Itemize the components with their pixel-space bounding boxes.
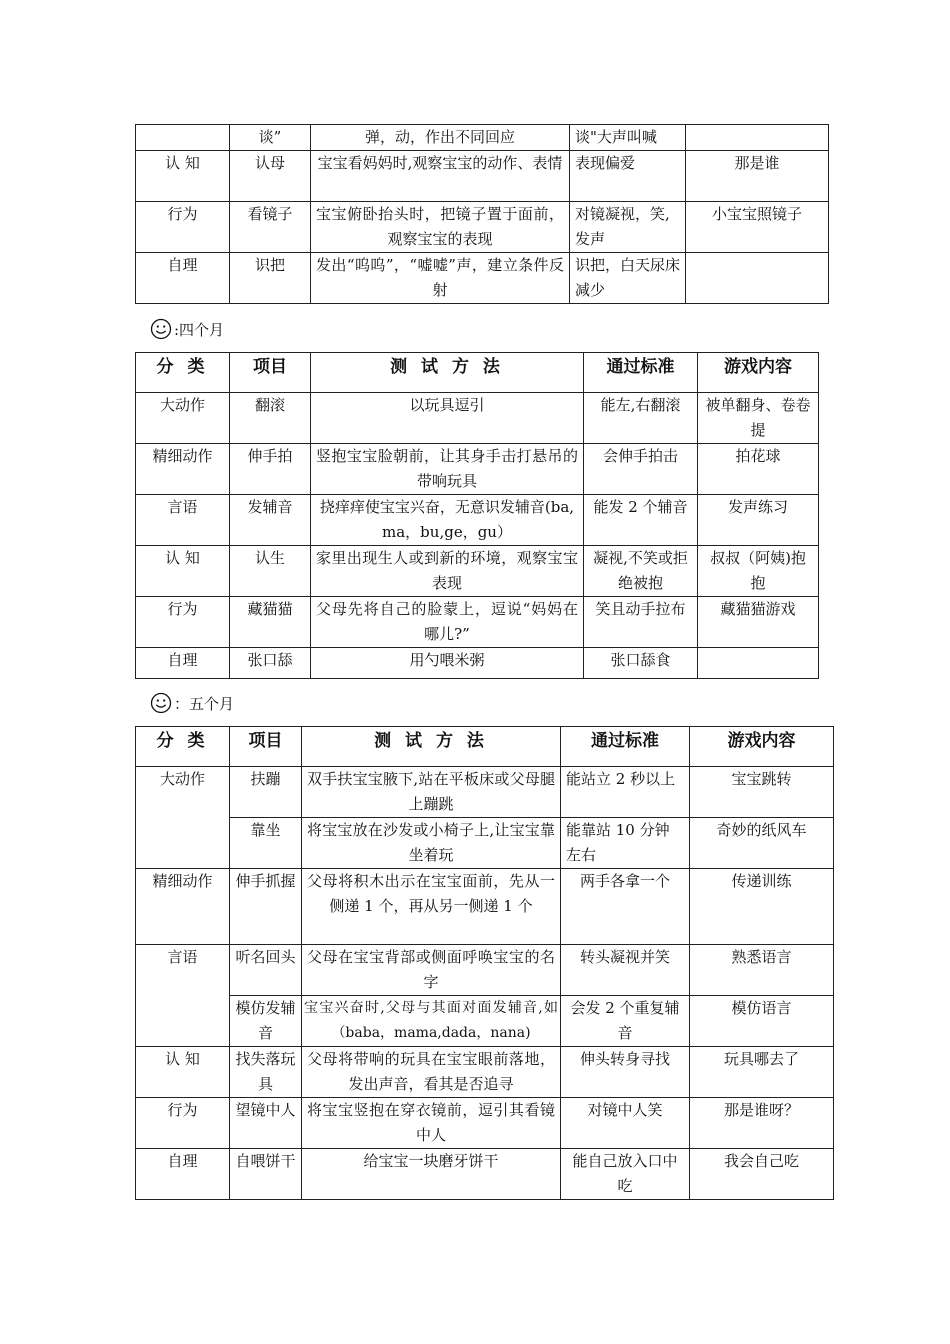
- section-heading-four-months: [150, 318, 224, 340]
- cell-item: 模仿发辅音: [230, 996, 302, 1047]
- cell-item: 自喂饼干: [230, 1149, 302, 1200]
- cell-item: 靠坐: [230, 818, 302, 869]
- table-row: [136, 1098, 834, 1149]
- section-title: ：五个月: [174, 694, 235, 713]
- table-row: [136, 945, 834, 996]
- cell-standard: 能自己放入口中吃: [561, 1149, 690, 1200]
- cell-item: 张口舔: [230, 648, 311, 679]
- cell-method: 宝宝兴奋时,父母与其面对面发辅音,如（baba，mama,dada，nana): [302, 996, 561, 1047]
- cell-standard: 表现偏爱: [570, 151, 686, 202]
- table-row: [136, 648, 819, 679]
- table-header-row: [136, 727, 834, 767]
- cell-standard: 能发 2 个辅音: [584, 495, 698, 546]
- cell-game: 熟悉语言: [690, 945, 834, 996]
- table-row: [136, 202, 829, 253]
- cell-game: 我会自己吃: [690, 1149, 834, 1200]
- table-four-months: [135, 352, 819, 679]
- cell-game: 发声练习: [698, 495, 819, 546]
- cell-standard: 对镜中人笑: [561, 1098, 690, 1149]
- cell-item: 发辅音: [230, 495, 311, 546]
- cell-item: 谈”: [230, 125, 311, 151]
- cell-category: 认 知: [136, 1047, 230, 1098]
- cell-item: 望镜中人: [230, 1098, 302, 1149]
- cell-standard: 能站立 2 秒以上: [561, 767, 690, 818]
- cell-game: 宝宝跳转: [690, 767, 834, 818]
- cell-method: 父母将积木出示在宝宝面前，先从一侧递 1 个，再从另一侧递 1 个: [302, 869, 561, 945]
- cell-standard: 凝视,不笑或拒绝被抱: [584, 546, 698, 597]
- cell-game: 小宝宝照镜子: [686, 202, 829, 253]
- cell-game: [686, 253, 829, 304]
- cell-game: [698, 648, 819, 679]
- cell-method: 挠痒痒使宝宝兴奋，无意识发辅音(ba,ma，bu,ge，gu）: [311, 495, 584, 546]
- cell-game: 叔叔（阿姨)抱抱: [698, 546, 819, 597]
- header-category: 分 类: [136, 727, 230, 767]
- cell-method: 发出“呜呜”，“嘘嘘”声，建立条件反射: [311, 253, 570, 304]
- cell-category: 行为: [136, 202, 230, 253]
- cell-game: 玩具哪去了: [690, 1047, 834, 1098]
- table-row: [136, 996, 834, 1047]
- cell-category: 认 知: [136, 151, 230, 202]
- table-header-row: [136, 353, 819, 393]
- cell-standard: 会伸手拍击: [584, 444, 698, 495]
- cell-game: 被单翻身、卷卷提: [698, 393, 819, 444]
- cell-method: 双手扶宝宝腋下,站在平板床或父母腿上蹦跳: [302, 767, 561, 818]
- table-three-months-continued: [135, 124, 829, 304]
- header-game: 游戏内容: [698, 353, 819, 393]
- header-method: 测 试 方 法: [311, 353, 584, 393]
- cell-category: 行为: [136, 1098, 230, 1149]
- cell-category: 精细动作: [136, 869, 230, 945]
- cell-game: 那是谁: [686, 151, 829, 202]
- cell-method: 将宝宝放在沙发或小椅子上,让宝宝靠坐着玩: [302, 818, 561, 869]
- cell-item: 翻滚: [230, 393, 311, 444]
- cell-standard: 会发 2 个重复辅音: [561, 996, 690, 1047]
- cell-standard: 笑且动手拉布: [584, 597, 698, 648]
- cell-game: [686, 125, 829, 151]
- cell-item: 找失落玩具: [230, 1047, 302, 1098]
- section-title: :四个月: [174, 320, 225, 339]
- cell-category: 精细动作: [136, 444, 230, 495]
- cell-method: 父母先将自己的脸蒙上，逗说“妈妈在哪儿?”: [311, 597, 584, 648]
- table-row: [136, 1047, 834, 1098]
- table-row: [136, 151, 829, 202]
- table-row: [136, 393, 819, 444]
- cell-category: 言语: [136, 945, 230, 1047]
- cell-item: 扶蹦: [230, 767, 302, 818]
- header-item: 项目: [230, 727, 302, 767]
- cell-standard: 两手各拿一个: [561, 869, 690, 945]
- cell-category: 大动作: [136, 393, 230, 444]
- cell-standard: 对镜凝视，笑,发声: [570, 202, 686, 253]
- table-row: [136, 444, 819, 495]
- cell-game: 那是谁呀？: [690, 1098, 834, 1149]
- header-method: 测 试 方 法: [302, 727, 561, 767]
- cell-game: 拍花球: [698, 444, 819, 495]
- cell-standard: 识把，白天尿床减少: [570, 253, 686, 304]
- table-row: [136, 253, 829, 304]
- cell-item: 认生: [230, 546, 311, 597]
- cell-category: 自理: [136, 253, 230, 304]
- section-heading-five-months: [150, 692, 234, 714]
- smiley-icon: [150, 318, 172, 340]
- table-row: [136, 125, 829, 151]
- header-category: 分 类: [136, 353, 230, 393]
- header-standard: 通过标准: [561, 727, 690, 767]
- cell-standard: 转头凝视并笑: [561, 945, 690, 996]
- cell-category: 认 知: [136, 546, 230, 597]
- cell-method: 以玩具逗引: [311, 393, 584, 444]
- table-row: [136, 818, 834, 869]
- cell-game: 传递训练: [690, 869, 834, 945]
- cell-method: 竖抱宝宝脸朝前，让其身手击打悬吊的带响玩具: [311, 444, 584, 495]
- smiley-icon: [150, 692, 172, 714]
- cell-category: 行为: [136, 597, 230, 648]
- cell-item: 识把: [230, 253, 311, 304]
- cell-standard: 张口舔食: [584, 648, 698, 679]
- cell-item: 伸手拍: [230, 444, 311, 495]
- cell-standard: 能左,右翻滚: [584, 393, 698, 444]
- cell-method: 弹，动，作出不同回应: [311, 125, 570, 151]
- cell-standard: 能靠站 10 分钟左右: [561, 818, 690, 869]
- cell-item: 听名回头: [230, 945, 302, 996]
- cell-item: 藏猫猫: [230, 597, 311, 648]
- cell-standard: 伸头转身寻找: [561, 1047, 690, 1098]
- table-row: [136, 767, 834, 818]
- cell-item: 伸手抓握: [230, 869, 302, 945]
- cell-game: 模仿语言: [690, 996, 834, 1047]
- cell-method: 父母将带响的玩具在宝宝眼前落地，发出声音，看其是否追寻: [302, 1047, 561, 1098]
- header-standard: 通过标准: [584, 353, 698, 393]
- cell-method: 宝宝俯卧抬头时，把镜子置于面前，观察宝宝的表现: [311, 202, 570, 253]
- cell-standard: 谈"大声叫喊: [570, 125, 686, 151]
- cell-game: 藏猫猫游戏: [698, 597, 819, 648]
- cell-method: 宝宝看妈妈时,观察宝宝的动作、表情: [311, 151, 570, 202]
- cell-method: 家里出现生人或到新的环境，观察宝宝表现: [311, 546, 584, 597]
- header-item: 项目: [230, 353, 311, 393]
- table-row: [136, 597, 819, 648]
- header-game: 游戏内容: [690, 727, 834, 767]
- cell-category: [136, 125, 230, 151]
- cell-method: 用勺喂米粥: [311, 648, 584, 679]
- cell-category: 言语: [136, 495, 230, 546]
- cell-item: 认母: [230, 151, 311, 202]
- table-row: [136, 495, 819, 546]
- cell-category: 自理: [136, 1149, 230, 1200]
- table-row: [136, 546, 819, 597]
- cell-game: 奇妙的纸风车: [690, 818, 834, 869]
- table-five-months: [135, 726, 834, 1200]
- cell-item: 看镜子: [230, 202, 311, 253]
- table-row: [136, 1149, 834, 1200]
- cell-category: 自理: [136, 648, 230, 679]
- cell-category: 大动作: [136, 767, 230, 869]
- cell-method: 将宝宝竖抱在穿衣镜前，逗引其看镜中人: [302, 1098, 561, 1149]
- cell-method: 父母在宝宝背部或侧面呼唤宝宝的名字: [302, 945, 561, 996]
- cell-method: 给宝宝一块磨牙饼干: [302, 1149, 561, 1200]
- table-row: [136, 869, 834, 945]
